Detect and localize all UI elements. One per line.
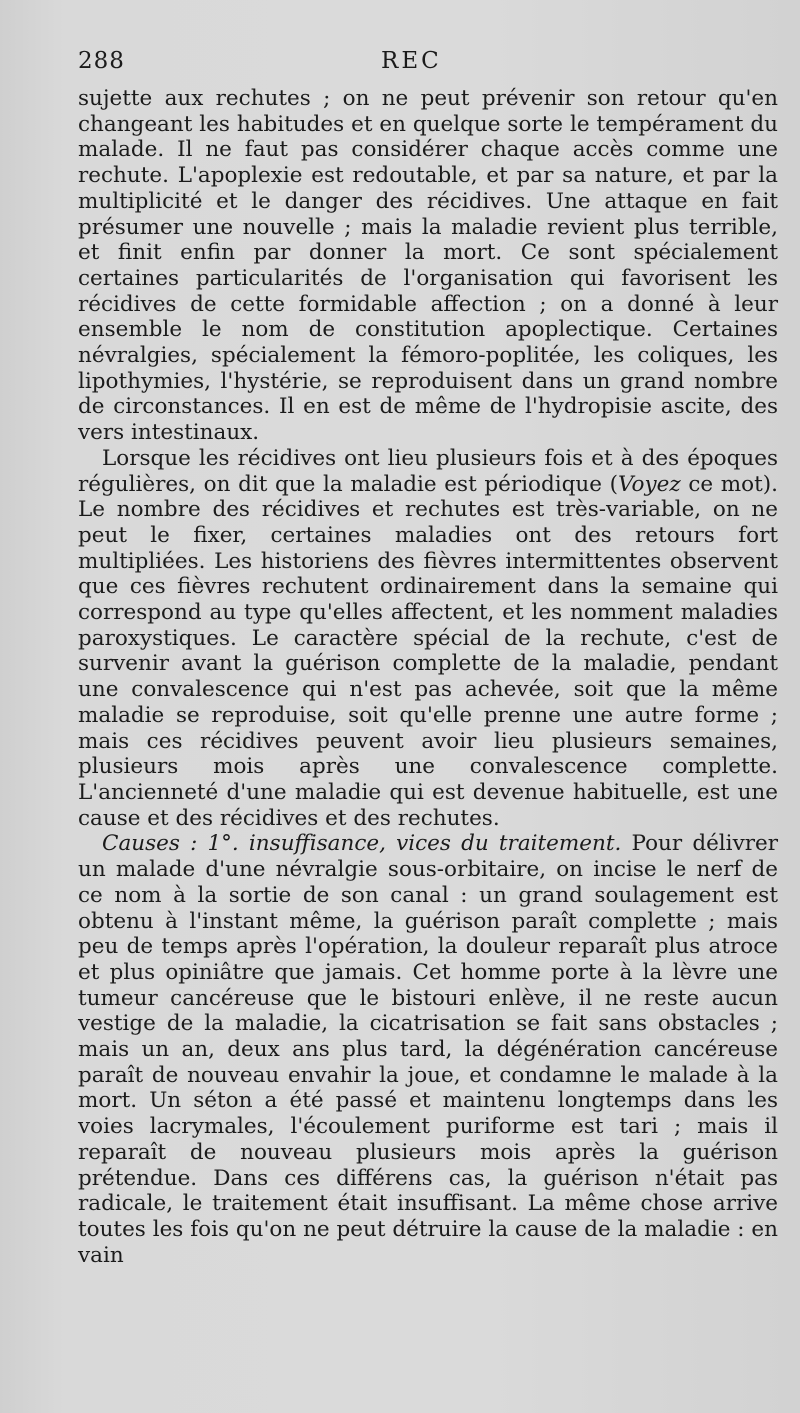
paragraph-causes [78, 831, 778, 1268]
cross-reference: Voyez [617, 471, 681, 497]
section-lead: Causes : 1°. insuffisance, vices du traitement. [102, 831, 622, 857]
paragraph-text: Pour délivrer un malade d'une névralgie sous-orbitaire, on incise le nerf de ce nom à la sortie de son canal : un grand soulagement est obtenu à l'instant même, la guérison paraît complette ; mais peu de temps après l'opération, la douleur reparaît plus atroce et plus opiniâtre que jamais. Cet homme porte à la lèvre une tumeur cancéreuse que le bistouri enlève, il ne reste aucun vestige de la maladie, la cicatrisation se fait sans obstacles ; mais un an, deux ans plus tard, la dégénération cancéreuse paraît de nouveau envahir la joue, et condamne le malade à la mort. Un séton a été passé et maintenu longtemps dans les voies lacrymales, l'écoulement puriforme est tari ; mais il reparaît de nouveau plusieurs mois après la guérison prétendue. Dans ces différens cas, la guérison n'était pas radicale, le traitement était insuffisant. La même chose arrive toutes les fois qu'on ne peut détruire la cause de la maladie : en vain [78, 831, 778, 1268]
paragraph-continuation: sujette aux rechutes ; on ne peut prévenir son retour qu'en changeant les habitudes et en quelque sorte le tempérament du malade. Il ne faut pas considérer chaque accès comme une rechute. L'apoplexie est redoutable, et par sa nature, et par la multiplicité et le danger des récidives. Une attaque en fait présumer une nouvelle ; mais la maladie revient plus terrible, et finit enfin par donner la mort. Ce sont spécialement certaines particularités de l'organisation qui favorisent les récidives de cette formidable affection ; on a donné à leur ensemble le nom de constitution apoplectique. Certaines névralgies, spécialement la fémoro-poplitée, les coliques, les lipothymies, l'hystérie, se reproduisent dans un grand nombre de circonstances. Il en est de même de l'hydropisie ascite, des vers intestinaux. [78, 86, 778, 446]
paragraph-text: Lorsque les récidives ont lieu plusieurs fois et à des époques régulières, on dit que la maladie est périodique ( [78, 445, 778, 497]
page-header [78, 48, 778, 84]
paragraph-periodic [78, 446, 778, 832]
paragraph-text: ce mot). Le nombre des récidives et rechutes est très-variable, on ne peut le fixer, certaines maladies ont des retours fort multipliées. Les historiens des fièvres intermittentes observent que ces fièvres rechutent ordinairement dans la semaine qui correspond au type qu'elles affectent, et les nomment maladies paroxystiques. Le caractère spécial de la rechute, c'est de survenir avant la guérison complette de la maladie, pendant une convalescence qui n'est pas achevée, soit que la même maladie se reproduise, soit qu'elle prenne une autre forme ; mais ces récidives peuvent avoir lieu plusieurs semaines, plusieurs mois après une convalescence complette. L'ancienneté d'une maladie qui est devenue habituelle, est une cause et des récidives et des rechutes. [78, 471, 778, 831]
body-text [78, 86, 778, 1268]
page-number: 288 [78, 48, 125, 74]
running-head: REC [381, 48, 442, 74]
